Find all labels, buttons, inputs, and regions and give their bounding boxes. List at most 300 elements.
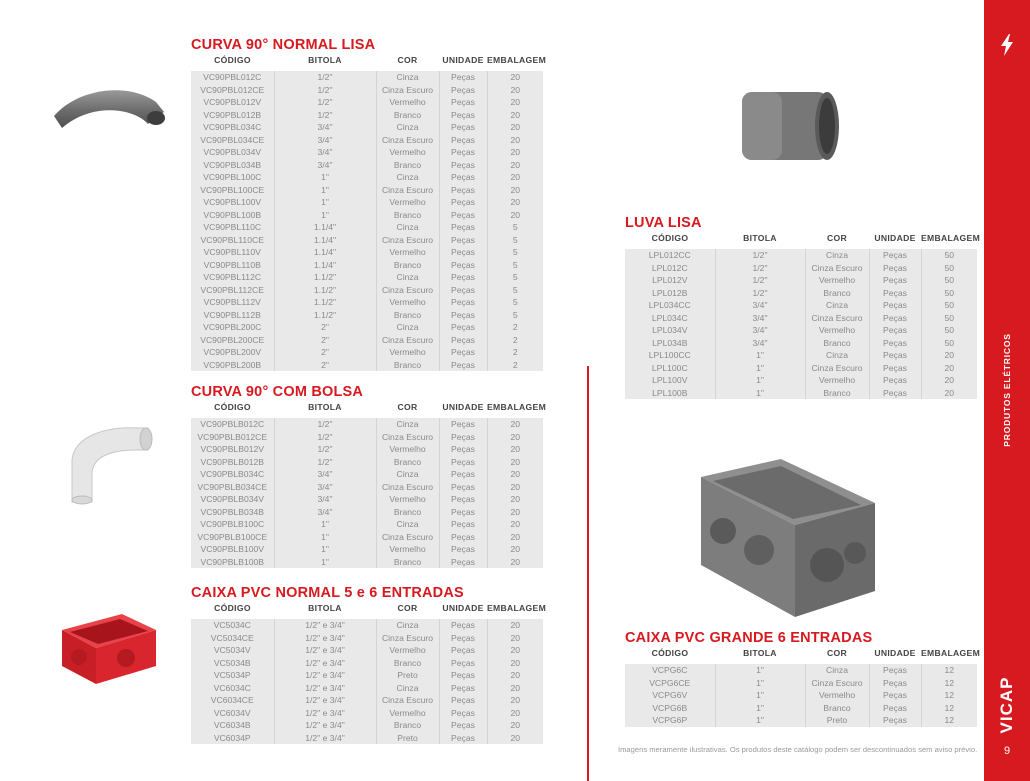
curva-normal-product-image (48, 80, 168, 140)
table-cell: LPL034C (625, 312, 715, 325)
table-row (191, 431, 543, 444)
table-cell: VC90PBLB100CE (191, 531, 274, 544)
column-header: BITOLA (308, 54, 342, 65)
table-cell: Peças (869, 349, 921, 362)
table-cell: Branco (376, 159, 439, 172)
column-header: BITOLA (743, 647, 777, 658)
table-cell: Cinza Escuro (376, 531, 439, 544)
table-cell: Peças (439, 531, 487, 544)
table-cell: Cinza Escuro (376, 284, 439, 297)
table-cell: Cinza (376, 682, 439, 695)
table-cell: Branco (376, 109, 439, 122)
table-cell: Cinza (805, 349, 869, 362)
table-cell: Vermelho (376, 146, 439, 159)
table-cell: Cinza (376, 418, 439, 431)
column-header: UNIDADE (874, 647, 916, 658)
table-cell: 50 (921, 324, 977, 337)
table-cell: 20 (487, 481, 543, 494)
table-cell: 1/2" (274, 71, 376, 84)
table-cell: Peças (439, 543, 487, 556)
table-cell: 1.1/2" (274, 284, 376, 297)
table-cell: Branco (805, 387, 869, 400)
table-cell: Peças (439, 644, 487, 657)
table-cell: VC90PBL012C (191, 71, 274, 84)
table-cell: Vermelho (376, 246, 439, 259)
table-cell: 1.1/4" (274, 221, 376, 234)
table-cell: 1/2" (715, 274, 805, 287)
table-row (625, 324, 977, 337)
table-cell: Preto (376, 732, 439, 745)
table-cell: Cinza Escuro (805, 677, 869, 690)
table-cell: 12 (921, 714, 977, 727)
table-cell: Vermelho (376, 644, 439, 657)
table-cell: VC90PBL112V (191, 296, 274, 309)
table-cell: Peças (439, 321, 487, 334)
table-cell: Branco (376, 209, 439, 222)
table-cell: Cinza Escuro (805, 362, 869, 375)
table-cell: VC90PBL034CE (191, 134, 274, 147)
table-cell: 20 (487, 556, 543, 569)
column-header: EMBALAGEM (921, 232, 981, 243)
table-cell: VC90PBL110V (191, 246, 274, 259)
table-cell: Peças (439, 707, 487, 720)
table-cell: VC5034C (191, 619, 274, 632)
table-cell: Peças (439, 234, 487, 247)
table-cell: Cinza Escuro (376, 481, 439, 494)
table-cell: 1/2" e 3/4" (274, 619, 376, 632)
table-cell: Peças (439, 209, 487, 222)
table-cell: VC90PBL100CE (191, 184, 274, 197)
table-cell: Peças (439, 221, 487, 234)
table-cell: 20 (487, 707, 543, 720)
table-row (191, 418, 543, 431)
table-row (625, 287, 977, 300)
table-cell: VC90PBL200B (191, 359, 274, 372)
table-cell: 20 (487, 644, 543, 657)
table-cell: 1.1/4" (274, 234, 376, 247)
table-cell: Peças (439, 271, 487, 284)
table-cell: Vermelho (376, 96, 439, 109)
table-cell: 1.1/2" (274, 296, 376, 309)
table-cell: Peças (439, 682, 487, 695)
table-cell: Peças (439, 493, 487, 506)
table-cell: Cinza (376, 619, 439, 632)
table-row (191, 443, 543, 456)
table-cell: Branco (376, 657, 439, 670)
table-row (625, 702, 977, 715)
table-row (191, 284, 543, 297)
table-cell: 1" (715, 374, 805, 387)
table-cell: Peças (439, 468, 487, 481)
table-cell: Vermelho (805, 689, 869, 702)
column-header: COR (397, 401, 418, 412)
table-cell: VC6034C (191, 682, 274, 695)
table-cell: Cinza (805, 299, 869, 312)
column-header: CÓDIGO (214, 401, 251, 412)
table-cell: 1" (274, 196, 376, 209)
table-body (191, 413, 543, 568)
table-cell: Cinza (376, 171, 439, 184)
table-cell: 5 (487, 246, 543, 259)
table-cell: Peças (439, 284, 487, 297)
table-cell: 1" (715, 714, 805, 727)
table-cell: Cinza Escuro (376, 632, 439, 645)
table-cell: VC90PBL012CE (191, 84, 274, 97)
table-cell: Peças (869, 362, 921, 375)
table-cell: 20 (487, 184, 543, 197)
section-title: CURVA 90° NORMAL LISA (191, 37, 376, 53)
table-cell: VC90PBLB100V (191, 543, 274, 556)
table-cell: 1/2" e 3/4" (274, 719, 376, 732)
table-row (191, 84, 543, 97)
table-row (191, 359, 543, 372)
table-cell: 3/4" (274, 468, 376, 481)
table-row (191, 518, 543, 531)
table-cell: 20 (487, 121, 543, 134)
table-cell: Peças (439, 296, 487, 309)
table-cell: VC5034CE (191, 632, 274, 645)
table-cell: 1/2" e 3/4" (274, 732, 376, 745)
table-cell: Cinza Escuro (805, 312, 869, 325)
table-cell: 3/4" (715, 324, 805, 337)
section-title: CAIXA PVC GRANDE 6 ENTRADAS (625, 630, 873, 646)
table-cell: 1/2" (274, 443, 376, 456)
table-cell: LPL012CC (625, 249, 715, 262)
table-cell: 1" (274, 556, 376, 569)
table-cell: 20 (487, 493, 543, 506)
table-cell: 1/2" (274, 96, 376, 109)
table-cell: 3/4" (274, 481, 376, 494)
table-cell: Peças (869, 702, 921, 715)
column-header: UNIDADE (442, 401, 484, 412)
table-cell: 3/4" (274, 506, 376, 519)
table-cell: Peças (869, 689, 921, 702)
table-cell: Peças (439, 346, 487, 359)
table-cell: 1/2" e 3/4" (274, 682, 376, 695)
table-cell: 20 (487, 209, 543, 222)
table-row (191, 271, 543, 284)
table-cell: Cinza (805, 664, 869, 677)
table-cell: Vermelho (376, 493, 439, 506)
table-cell: Peças (439, 246, 487, 259)
product-table (191, 400, 547, 568)
table-cell: LPL100CC (625, 349, 715, 362)
section-title: LUVA LISA (625, 215, 702, 231)
table-cell: Cinza (376, 221, 439, 234)
table-cell: 50 (921, 312, 977, 325)
table-body (625, 244, 977, 399)
table-cell: 20 (487, 543, 543, 556)
table-cell: Peças (869, 387, 921, 400)
table-cell: 20 (921, 349, 977, 362)
section-title: CURVA 90° COM BOLSA (191, 384, 364, 400)
table-cell: 1/2" e 3/4" (274, 694, 376, 707)
table-cell: Peças (869, 274, 921, 287)
table-cell: 20 (487, 506, 543, 519)
table-cell: VC90PBL100C (191, 171, 274, 184)
table-row (625, 664, 977, 677)
table-cell: VC90PBL110CE (191, 234, 274, 247)
table-cell: 5 (487, 296, 543, 309)
table-cell: VC6034B (191, 719, 274, 732)
table-cell: 5 (487, 309, 543, 322)
table-cell: Cinza Escuro (805, 262, 869, 275)
table-row (625, 362, 977, 375)
table-cell: 1" (715, 702, 805, 715)
column-header: BITOLA (308, 401, 342, 412)
table-cell: Peças (439, 121, 487, 134)
table-cell: 20 (487, 443, 543, 456)
table-cell: 1" (274, 184, 376, 197)
curva-bolsa-section (191, 384, 547, 568)
table-cell: Cinza Escuro (376, 84, 439, 97)
table-cell: Cinza (376, 271, 439, 284)
table-cell: Cinza Escuro (376, 431, 439, 444)
table-cell: Peças (439, 359, 487, 372)
table-cell: 1.1/2" (274, 309, 376, 322)
table-row (625, 714, 977, 727)
table-row (191, 657, 543, 670)
caixa-grande-product-image (695, 455, 880, 620)
table-cell: VC90PBLB034C (191, 468, 274, 481)
table-cell: 5 (487, 259, 543, 272)
table-cell: Peças (439, 109, 487, 122)
table-row (191, 719, 543, 732)
table-cell: 50 (921, 274, 977, 287)
table-cell: 5 (487, 271, 543, 284)
table-cell: 2 (487, 334, 543, 347)
table-cell: 2" (274, 321, 376, 334)
table-cell: Peças (439, 134, 487, 147)
side-band (984, 0, 1030, 781)
table-row (191, 732, 543, 745)
table-cell: LPL100V (625, 374, 715, 387)
table-cell: 1" (715, 689, 805, 702)
table-cell: LPL012V (625, 274, 715, 287)
table-cell: Peças (439, 556, 487, 569)
table-row (191, 506, 543, 519)
table-row (191, 468, 543, 481)
table-cell: 3/4" (715, 337, 805, 350)
table-cell: 20 (487, 146, 543, 159)
table-cell: Cinza (805, 249, 869, 262)
table-cell: 5 (487, 284, 543, 297)
table-row (191, 184, 543, 197)
table-row (191, 682, 543, 695)
table-cell: VC90PBLB034B (191, 506, 274, 519)
category-label: PRODUTOS ELÉTRICOS (1002, 333, 1012, 447)
table-row (625, 349, 977, 362)
table-cell: 1.1/2" (274, 271, 376, 284)
column-header: COR (397, 54, 418, 65)
table-cell: 3/4" (715, 312, 805, 325)
table-row (191, 146, 543, 159)
table-cell: VC90PBLB012V (191, 443, 274, 456)
table-row (191, 171, 543, 184)
table-cell: Peças (439, 334, 487, 347)
table-cell: Peças (439, 171, 487, 184)
table-cell: 1/2" (715, 249, 805, 262)
product-table (191, 53, 547, 371)
table-cell: 2 (487, 346, 543, 359)
table-cell: VC5034B (191, 657, 274, 670)
caixa-normal-product-image (52, 608, 164, 688)
table-row (191, 159, 543, 172)
table-cell: 1/2" (274, 456, 376, 469)
table-cell: VC90PBL100V (191, 196, 274, 209)
table-cell: 3/4" (274, 121, 376, 134)
table-cell: 3/4" (715, 299, 805, 312)
table-row (191, 481, 543, 494)
table-cell: VC90PBL110B (191, 259, 274, 272)
table-cell: Branco (376, 506, 439, 519)
table-cell: 20 (487, 632, 543, 645)
table-cell: Cinza Escuro (376, 334, 439, 347)
table-cell: VC90PBL112C (191, 271, 274, 284)
table-cell: 3/4" (274, 134, 376, 147)
table-row (191, 196, 543, 209)
table-cell: VC5034P (191, 669, 274, 682)
table-cell: Vermelho (805, 374, 869, 387)
table-cell: VCPG6P (625, 714, 715, 727)
table-cell: 1" (274, 543, 376, 556)
table-cell: Peças (869, 299, 921, 312)
table-cell: Peças (439, 732, 487, 745)
table-cell: 3/4" (274, 159, 376, 172)
product-table (191, 601, 547, 744)
table-cell: Branco (805, 287, 869, 300)
table-cell: Peças (439, 96, 487, 109)
table-cell: Cinza (376, 468, 439, 481)
column-header: COR (827, 647, 847, 658)
table-cell: 20 (487, 657, 543, 670)
table-body (191, 614, 543, 744)
table-cell: Vermelho (376, 346, 439, 359)
table-body (625, 659, 977, 727)
table-cell: 20 (487, 732, 543, 745)
table-row (191, 334, 543, 347)
table-cell: 1/2" e 3/4" (274, 669, 376, 682)
table-row (191, 309, 543, 322)
table-row (191, 121, 543, 134)
table-cell: VC90PBLB012CE (191, 431, 274, 444)
table-cell: 2 (487, 359, 543, 372)
table-cell: 20 (487, 71, 543, 84)
table-row (191, 556, 543, 569)
table-cell: 1.1/4" (274, 246, 376, 259)
table-cell: Cinza Escuro (376, 134, 439, 147)
table-cell: VC90PBLB012C (191, 418, 274, 431)
table-cell: 1" (715, 387, 805, 400)
table-row (191, 321, 543, 334)
table-cell: 1" (274, 531, 376, 544)
table-cell: Preto (376, 669, 439, 682)
table-cell: 20 (487, 531, 543, 544)
table-row (191, 456, 543, 469)
table-cell: 1" (715, 677, 805, 690)
product-table (625, 646, 981, 727)
table-cell: Peças (439, 196, 487, 209)
column-header: BITOLA (743, 232, 777, 243)
table-row (625, 387, 977, 400)
table-cell: Preto (805, 714, 869, 727)
table-cell: Peças (439, 309, 487, 322)
table-cell: VC90PBL012V (191, 96, 274, 109)
table-cell: Branco (376, 259, 439, 272)
table-cell: 1/2" e 3/4" (274, 707, 376, 720)
table-cell: 1/2" (715, 262, 805, 275)
table-cell: 1" (715, 362, 805, 375)
table-cell: Peças (439, 259, 487, 272)
table-cell: 20 (921, 374, 977, 387)
table-cell: 1" (274, 209, 376, 222)
table-cell: 50 (921, 287, 977, 300)
table-row (191, 234, 543, 247)
table-row (191, 619, 543, 632)
table-row (625, 337, 977, 350)
table-row (191, 632, 543, 645)
table-row (191, 96, 543, 109)
table-cell: 1/2" (715, 287, 805, 300)
column-header: UNIDADE (874, 232, 916, 243)
table-cell: 20 (487, 418, 543, 431)
table-cell: 20 (487, 171, 543, 184)
table-cell: 20 (487, 456, 543, 469)
table-row (191, 707, 543, 720)
table-cell: LPL012B (625, 287, 715, 300)
table-cell: Peças (439, 619, 487, 632)
table-cell: 1" (715, 349, 805, 362)
table-cell: VC90PBLB100B (191, 556, 274, 569)
caixa-grande-section (625, 630, 981, 727)
table-cell: 1/2" e 3/4" (274, 632, 376, 645)
table-row (191, 531, 543, 544)
table-cell: VC90PBL034V (191, 146, 274, 159)
table-cell: 1" (274, 518, 376, 531)
column-header: UNIDADE (442, 602, 484, 613)
column-header: BITOLA (308, 602, 342, 613)
table-row (625, 299, 977, 312)
product-table (625, 231, 981, 399)
table-cell: 12 (921, 702, 977, 715)
table-cell: 1/2" (274, 84, 376, 97)
table-cell: Vermelho (805, 274, 869, 287)
table-cell: Peças (439, 418, 487, 431)
table-cell: VC90PBL110C (191, 221, 274, 234)
table-cell: 20 (487, 619, 543, 632)
curva-bolsa-product-image (62, 420, 157, 505)
table-cell: Vermelho (805, 324, 869, 337)
table-cell: Cinza Escuro (376, 234, 439, 247)
table-row (625, 262, 977, 275)
table-row (191, 109, 543, 122)
table-row (625, 689, 977, 702)
table-row (625, 312, 977, 325)
footer-disclaimer: Imagens meramente ilustrativas. Os produtos deste catálogo podem ser descontinuados sem aviso prévio. (618, 745, 978, 754)
table-cell: Peças (439, 694, 487, 707)
column-header: EMBALAGEM (487, 401, 547, 412)
table-cell: Peças (439, 481, 487, 494)
table-cell: 2 (487, 321, 543, 334)
table-cell: Peças (439, 443, 487, 456)
table-cell: 1/2" e 3/4" (274, 657, 376, 670)
table-cell: 1/2" (274, 431, 376, 444)
table-cell: 12 (921, 664, 977, 677)
table-cell: LPL100C (625, 362, 715, 375)
table-cell: 1.1/4" (274, 259, 376, 272)
column-header: COR (397, 602, 418, 613)
luva-lisa-section (625, 215, 981, 399)
